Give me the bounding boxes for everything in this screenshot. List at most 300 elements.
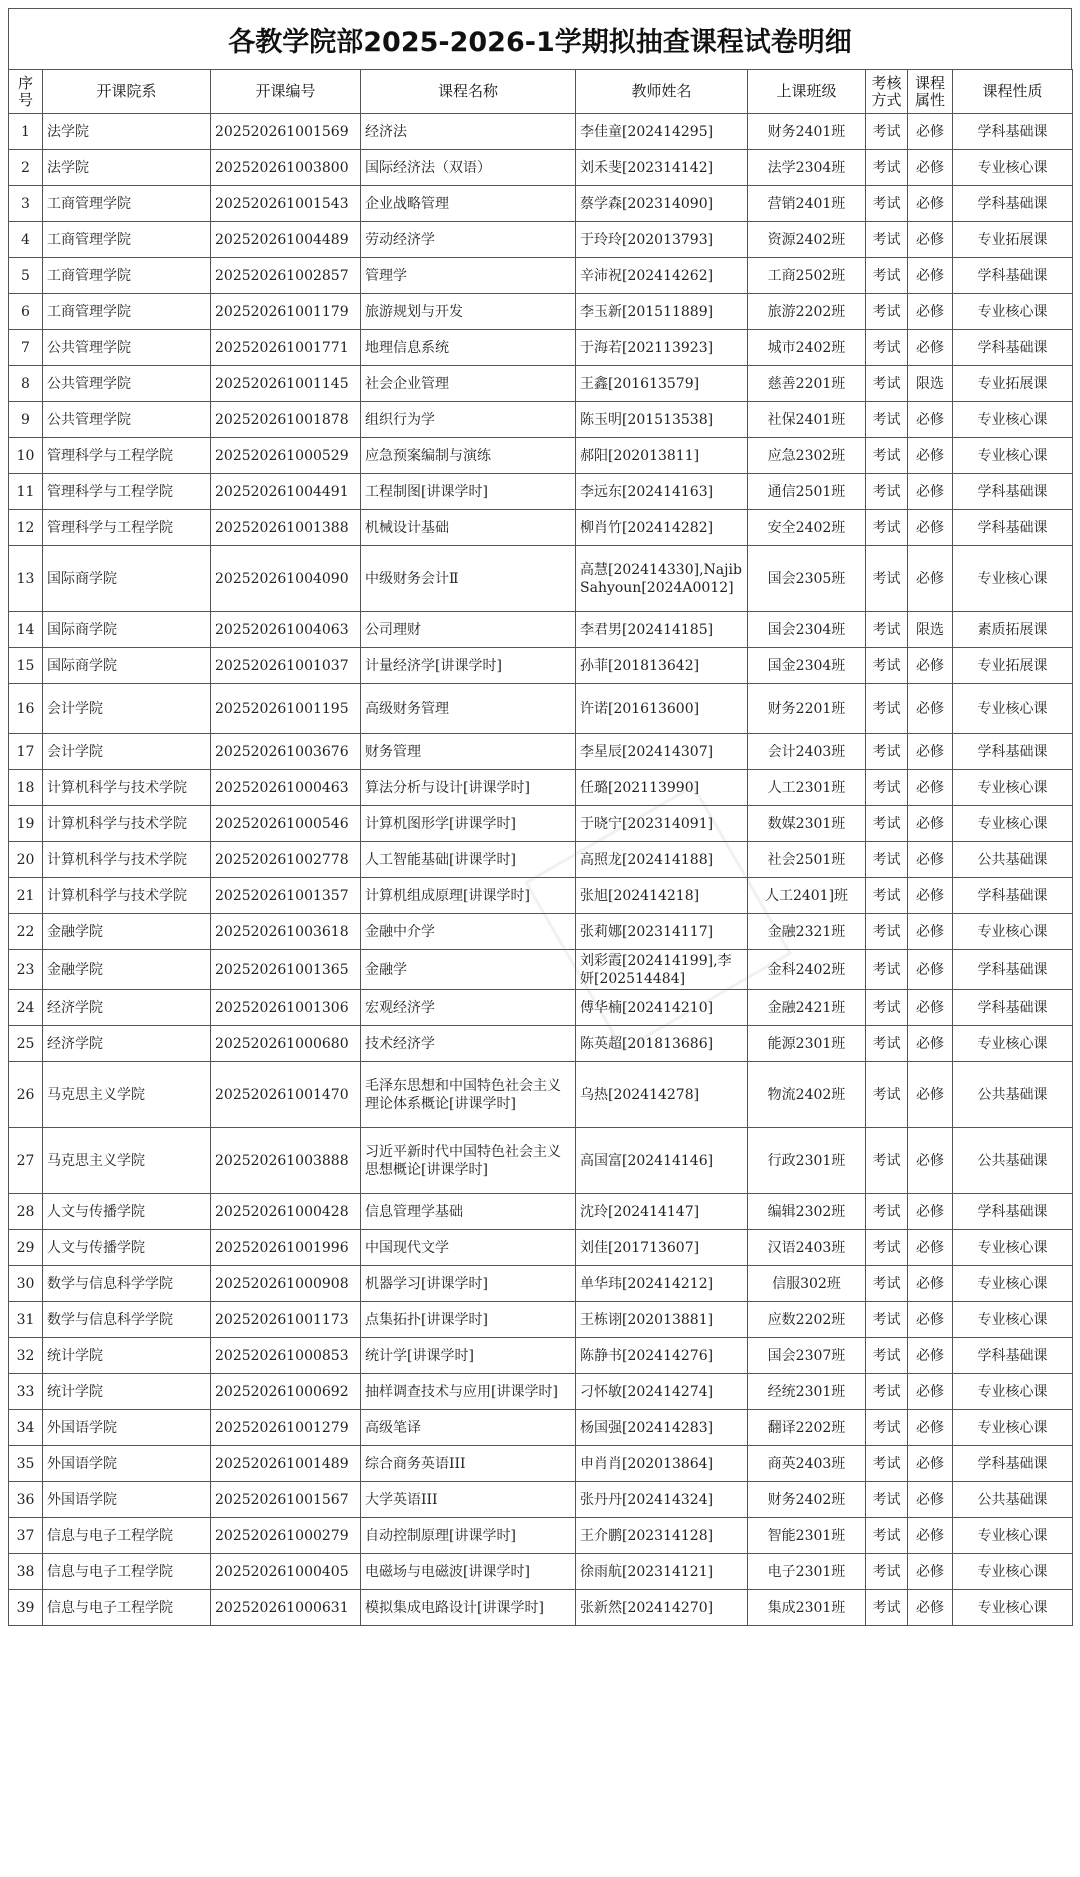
cell-nature: 学科基础课 [953, 990, 1073, 1026]
cell-course: 信息管理学基础 [361, 1194, 576, 1230]
cell-course: 公司理财 [361, 612, 576, 648]
cell-code: 202520261000279 [211, 1518, 361, 1554]
cell-college: 统计学院 [43, 1374, 211, 1410]
cell-index: 30 [9, 1266, 43, 1302]
cell-nature: 素质拓展课 [953, 612, 1073, 648]
cell-class: 数媒2301班 [748, 806, 866, 842]
table-row [9, 1266, 1073, 1302]
cell-attr: 必修 [908, 734, 953, 770]
cell-teacher: 任璐[202113990] [576, 770, 748, 806]
table-row [9, 1482, 1073, 1518]
cell-attr: 必修 [908, 150, 953, 186]
cell-course: 自动控制原理[讲课学时] [361, 1518, 576, 1554]
cell-teacher: 高慧[202414330],Najib Sahyoun[2024A0012] [576, 546, 748, 612]
table-row [9, 950, 1073, 990]
cell-college: 人文与传播学院 [43, 1230, 211, 1266]
cell-teacher: 李玉新[201511889] [576, 294, 748, 330]
cell-nature: 公共基础课 [953, 1128, 1073, 1194]
cell-attr: 必修 [908, 294, 953, 330]
cell-course: 抽样调查技术与应用[讲课学时] [361, 1374, 576, 1410]
cell-college: 管理科学与工程学院 [43, 510, 211, 546]
table-row [9, 1062, 1073, 1128]
cell-attr: 必修 [908, 1266, 953, 1302]
cell-nature: 学科基础课 [953, 510, 1073, 546]
cell-course: 社会企业管理 [361, 366, 576, 402]
cell-course: 机械设计基础 [361, 510, 576, 546]
cell-attr: 必修 [908, 1128, 953, 1194]
cell-class: 应数2202班 [748, 1302, 866, 1338]
cell-index: 34 [9, 1410, 43, 1446]
cell-code: 202520261001388 [211, 510, 361, 546]
header-college: 开课院系 [43, 70, 211, 114]
table-row [9, 842, 1073, 878]
cell-attr: 必修 [908, 510, 953, 546]
cell-exam: 考试 [866, 546, 908, 612]
cell-attr: 必修 [908, 1446, 953, 1482]
cell-nature: 公共基础课 [953, 842, 1073, 878]
cell-class: 商英2403班 [748, 1446, 866, 1482]
cell-index: 20 [9, 842, 43, 878]
table-row [9, 186, 1073, 222]
cell-course: 金融中介学 [361, 914, 576, 950]
cell-code: 202520261001771 [211, 330, 361, 366]
cell-nature: 专业核心课 [953, 770, 1073, 806]
cell-nature: 专业拓展课 [953, 366, 1073, 402]
table-row [9, 438, 1073, 474]
cell-attr: 必修 [908, 878, 953, 914]
table-row [9, 330, 1073, 366]
cell-course: 高级财务管理 [361, 684, 576, 734]
cell-teacher: 刁怀敏[202414274] [576, 1374, 748, 1410]
cell-exam: 考试 [866, 1410, 908, 1446]
cell-index: 26 [9, 1062, 43, 1128]
table-row [9, 114, 1073, 150]
cell-attr: 必修 [908, 1590, 953, 1626]
cell-teacher: 辛沛祝[202414262] [576, 258, 748, 294]
cell-nature: 专业核心课 [953, 1374, 1073, 1410]
cell-attr: 必修 [908, 546, 953, 612]
cell-index: 2 [9, 150, 43, 186]
table-row [9, 294, 1073, 330]
cell-code: 202520261001306 [211, 990, 361, 1026]
cell-nature: 专业核心课 [953, 1410, 1073, 1446]
cell-nature: 学科基础课 [953, 1446, 1073, 1482]
table-row [9, 546, 1073, 612]
cell-attr: 必修 [908, 402, 953, 438]
cell-class: 法学2304班 [748, 150, 866, 186]
cell-course: 金融学 [361, 950, 576, 990]
cell-attr: 必修 [908, 1302, 953, 1338]
table-row [9, 150, 1073, 186]
cell-code: 202520261001357 [211, 878, 361, 914]
cell-course: 统计学[讲课学时] [361, 1338, 576, 1374]
cell-exam: 考试 [866, 990, 908, 1026]
cell-nature: 专业核心课 [953, 684, 1073, 734]
cell-college: 公共管理学院 [43, 366, 211, 402]
table-row [9, 684, 1073, 734]
cell-nature: 专业核心课 [953, 1302, 1073, 1338]
cell-index: 11 [9, 474, 43, 510]
cell-nature: 专业核心课 [953, 1026, 1073, 1062]
cell-code: 202520261001279 [211, 1410, 361, 1446]
cell-nature: 专业核心课 [953, 914, 1073, 950]
cell-college: 外国语学院 [43, 1446, 211, 1482]
cell-class: 城市2402班 [748, 330, 866, 366]
cell-nature: 学科基础课 [953, 330, 1073, 366]
cell-college: 经济学院 [43, 1026, 211, 1062]
cell-nature: 学科基础课 [953, 1338, 1073, 1374]
cell-teacher: 李远东[202414163] [576, 474, 748, 510]
cell-code: 202520261000546 [211, 806, 361, 842]
cell-teacher: 申肖肖[202013864] [576, 1446, 748, 1482]
cell-exam: 考试 [866, 1302, 908, 1338]
cell-nature: 专业核心课 [953, 438, 1073, 474]
cell-class: 社会2501班 [748, 842, 866, 878]
table-row [9, 402, 1073, 438]
cell-teacher: 柳肖竹[202414282] [576, 510, 748, 546]
cell-teacher: 张旭[202414218] [576, 878, 748, 914]
cell-code: 202520261001173 [211, 1302, 361, 1338]
table-row [9, 1554, 1073, 1590]
cell-exam: 考试 [866, 330, 908, 366]
cell-nature: 专业核心课 [953, 402, 1073, 438]
cell-attr: 必修 [908, 648, 953, 684]
cell-course: 点集拓扑[讲课学时] [361, 1302, 576, 1338]
cell-code: 202520261002778 [211, 842, 361, 878]
table-row [9, 1590, 1073, 1626]
cell-class: 财务2401班 [748, 114, 866, 150]
table-row [9, 914, 1073, 950]
cell-teacher: 王介鹏[202314128] [576, 1518, 748, 1554]
cell-index: 9 [9, 402, 43, 438]
table-row [9, 222, 1073, 258]
cell-class: 国会2305班 [748, 546, 866, 612]
cell-exam: 考试 [866, 1590, 908, 1626]
cell-course: 计算机组成原理[讲课学时] [361, 878, 576, 914]
cell-college: 马克思主义学院 [43, 1128, 211, 1194]
cell-attr: 必修 [908, 330, 953, 366]
table-row [9, 1026, 1073, 1062]
cell-course: 经济法 [361, 114, 576, 150]
cell-college: 统计学院 [43, 1338, 211, 1374]
cell-class: 汉语2403班 [748, 1230, 866, 1266]
cell-code: 202520261004090 [211, 546, 361, 612]
cell-code: 202520261003618 [211, 914, 361, 950]
table-row [9, 1518, 1073, 1554]
cell-college: 计算机科学与技术学院 [43, 842, 211, 878]
cell-nature: 学科基础课 [953, 734, 1073, 770]
table-row [9, 366, 1073, 402]
cell-attr: 必修 [908, 1026, 953, 1062]
cell-index: 24 [9, 990, 43, 1026]
header-code: 开课编号 [211, 70, 361, 114]
cell-exam: 考试 [866, 1338, 908, 1374]
cell-exam: 考试 [866, 438, 908, 474]
cell-nature: 学科基础课 [953, 186, 1073, 222]
cell-college: 会计学院 [43, 734, 211, 770]
cell-code: 202520261001567 [211, 1482, 361, 1518]
cell-exam: 考试 [866, 1554, 908, 1590]
cell-exam: 考试 [866, 474, 908, 510]
cell-attr: 必修 [908, 842, 953, 878]
cell-index: 22 [9, 914, 43, 950]
cell-nature: 公共基础课 [953, 1062, 1073, 1128]
cell-index: 13 [9, 546, 43, 612]
cell-exam: 考试 [866, 1062, 908, 1128]
cell-index: 38 [9, 1554, 43, 1590]
cell-teacher: 刘佳[201713607] [576, 1230, 748, 1266]
cell-teacher: 李佳童[202414295] [576, 114, 748, 150]
cell-college: 管理科学与工程学院 [43, 438, 211, 474]
cell-teacher: 王栋诩[202013881] [576, 1302, 748, 1338]
cell-class: 金科2402班 [748, 950, 866, 990]
cell-code: 202520261001179 [211, 294, 361, 330]
cell-code: 202520261001996 [211, 1230, 361, 1266]
cell-index: 27 [9, 1128, 43, 1194]
cell-exam: 考试 [866, 684, 908, 734]
header-nature: 课程性质 [953, 70, 1073, 114]
cell-class: 行政2301班 [748, 1128, 866, 1194]
cell-class: 电子2301班 [748, 1554, 866, 1590]
cell-class: 物流2402班 [748, 1062, 866, 1128]
cell-exam: 考试 [866, 150, 908, 186]
cell-index: 12 [9, 510, 43, 546]
cell-exam: 考试 [866, 612, 908, 648]
cell-attr: 必修 [908, 684, 953, 734]
cell-attr: 必修 [908, 474, 953, 510]
table-row [9, 648, 1073, 684]
cell-attr: 必修 [908, 114, 953, 150]
cell-attr: 必修 [908, 1410, 953, 1446]
cell-nature: 公共基础课 [953, 1482, 1073, 1518]
cell-attr: 必修 [908, 1518, 953, 1554]
cell-nature: 专业核心课 [953, 1266, 1073, 1302]
cell-class: 智能2301班 [748, 1518, 866, 1554]
cell-class: 营销2401班 [748, 186, 866, 222]
cell-teacher: 陈英超[201813686] [576, 1026, 748, 1062]
cell-nature: 专业核心课 [953, 294, 1073, 330]
cell-class: 国金2304班 [748, 648, 866, 684]
cell-exam: 考试 [866, 1374, 908, 1410]
cell-code: 202520261003888 [211, 1128, 361, 1194]
cell-code: 202520261001145 [211, 366, 361, 402]
cell-course: 计算机图形学[讲课学时] [361, 806, 576, 842]
table-row [9, 1446, 1073, 1482]
table-row [9, 1230, 1073, 1266]
cell-course: 机器学习[讲课学时] [361, 1266, 576, 1302]
cell-teacher: 杨国强[202414283] [576, 1410, 748, 1446]
table-row [9, 1128, 1073, 1194]
cell-course: 国际经济法（双语） [361, 150, 576, 186]
header-exam: 考核方式 [866, 70, 908, 114]
cell-code: 202520261001489 [211, 1446, 361, 1482]
cell-code: 202520261000908 [211, 1266, 361, 1302]
cell-index: 31 [9, 1302, 43, 1338]
cell-index: 17 [9, 734, 43, 770]
cell-index: 19 [9, 806, 43, 842]
cell-course: 人工智能基础[讲课学时] [361, 842, 576, 878]
cell-teacher: 于晓宁[202314091] [576, 806, 748, 842]
cell-nature: 专业核心课 [953, 1518, 1073, 1554]
cell-nature: 专业核心课 [953, 546, 1073, 612]
cell-code: 202520261000405 [211, 1554, 361, 1590]
cell-index: 37 [9, 1518, 43, 1554]
cell-exam: 考试 [866, 1518, 908, 1554]
cell-class: 社保2401班 [748, 402, 866, 438]
cell-exam: 考试 [866, 1446, 908, 1482]
table-row [9, 474, 1073, 510]
cell-index: 1 [9, 114, 43, 150]
cell-index: 28 [9, 1194, 43, 1230]
cell-teacher: 陈玉明[201513538] [576, 402, 748, 438]
cell-college: 国际商学院 [43, 612, 211, 648]
cell-code: 202520261001543 [211, 186, 361, 222]
cell-college: 管理科学与工程学院 [43, 474, 211, 510]
sheet-title: 各教学院部2025-2026-1学期拟抽查课程试卷明细 [8, 8, 1072, 69]
cell-exam: 考试 [866, 1266, 908, 1302]
cell-attr: 必修 [908, 770, 953, 806]
cell-teacher: 陈静书[202414276] [576, 1338, 748, 1374]
cell-attr: 必修 [908, 1230, 953, 1266]
spreadsheet [8, 8, 1072, 1626]
cell-college: 经济学院 [43, 990, 211, 1026]
cell-code: 202520261001365 [211, 950, 361, 990]
header-row [9, 70, 1073, 114]
cell-college: 计算机科学与技术学院 [43, 806, 211, 842]
cell-class: 人工2401]班 [748, 878, 866, 914]
cell-class: 财务2402班 [748, 1482, 866, 1518]
cell-attr: 必修 [908, 1338, 953, 1374]
cell-nature: 学科基础课 [953, 1194, 1073, 1230]
cell-teacher: 蔡学森[202314090] [576, 186, 748, 222]
cell-teacher: 沈玲[202414147] [576, 1194, 748, 1230]
cell-teacher: 于玲玲[202013793] [576, 222, 748, 258]
cell-college: 信息与电子工程学院 [43, 1554, 211, 1590]
cell-nature: 专业核心课 [953, 806, 1073, 842]
cell-nature: 专业核心课 [953, 150, 1073, 186]
cell-class: 安全2402班 [748, 510, 866, 546]
cell-course: 中国现代文学 [361, 1230, 576, 1266]
table-row [9, 1338, 1073, 1374]
cell-college: 人文与传播学院 [43, 1194, 211, 1230]
cell-college: 数学与信息科学学院 [43, 1266, 211, 1302]
table-row [9, 878, 1073, 914]
cell-college: 金融学院 [43, 950, 211, 990]
cell-attr: 必修 [908, 258, 953, 294]
cell-nature: 学科基础课 [953, 114, 1073, 150]
cell-class: 金融2321班 [748, 914, 866, 950]
cell-exam: 考试 [866, 186, 908, 222]
cell-index: 23 [9, 950, 43, 990]
cell-exam: 考试 [866, 914, 908, 950]
cell-index: 25 [9, 1026, 43, 1062]
cell-course: 习近平新时代中国特色社会主义思想概论[讲课学时] [361, 1128, 576, 1194]
cell-teacher: 高国富[202414146] [576, 1128, 748, 1194]
cell-attr: 限选 [908, 612, 953, 648]
cell-class: 信服302班 [748, 1266, 866, 1302]
cell-college: 外国语学院 [43, 1410, 211, 1446]
cell-attr: 必修 [908, 806, 953, 842]
cell-college: 信息与电子工程学院 [43, 1590, 211, 1626]
cell-index: 8 [9, 366, 43, 402]
cell-course: 电磁场与电磁波[讲课学时] [361, 1554, 576, 1590]
table-row [9, 770, 1073, 806]
cell-teacher: 刘禾斐[202314142] [576, 150, 748, 186]
cell-teacher: 傅华楠[202414210] [576, 990, 748, 1026]
cell-code: 202520261001569 [211, 114, 361, 150]
cell-college: 数学与信息科学学院 [43, 1302, 211, 1338]
cell-attr: 必修 [908, 222, 953, 258]
cell-class: 旅游2202班 [748, 294, 866, 330]
cell-college: 工商管理学院 [43, 222, 211, 258]
cell-class: 资源2402班 [748, 222, 866, 258]
cell-index: 10 [9, 438, 43, 474]
cell-exam: 考试 [866, 294, 908, 330]
cell-attr: 必修 [908, 1554, 953, 1590]
cell-teacher: 张莉娜[202314117] [576, 914, 748, 950]
cell-index: 3 [9, 186, 43, 222]
cell-course: 劳动经济学 [361, 222, 576, 258]
cell-exam: 考试 [866, 1026, 908, 1062]
cell-teacher: 张丹丹[202414324] [576, 1482, 748, 1518]
cell-college: 工商管理学院 [43, 258, 211, 294]
cell-teacher: 张新然[202414270] [576, 1590, 748, 1626]
cell-class: 慈善2201班 [748, 366, 866, 402]
cell-exam: 考试 [866, 950, 908, 990]
cell-class: 国会2304班 [748, 612, 866, 648]
cell-teacher: 刘彩霞[202414199],李妍[202514484] [576, 950, 748, 990]
cell-exam: 考试 [866, 806, 908, 842]
table-row [9, 1302, 1073, 1338]
cell-code: 202520261001037 [211, 648, 361, 684]
cell-index: 4 [9, 222, 43, 258]
cell-exam: 考试 [866, 734, 908, 770]
cell-index: 18 [9, 770, 43, 806]
cell-index: 6 [9, 294, 43, 330]
cell-class: 应急2302班 [748, 438, 866, 474]
cell-attr: 必修 [908, 914, 953, 950]
cell-nature: 专业核心课 [953, 1590, 1073, 1626]
cell-attr: 必修 [908, 950, 953, 990]
cell-class: 人工2301班 [748, 770, 866, 806]
cell-teacher: 徐雨航[202314121] [576, 1554, 748, 1590]
cell-course: 应急预案编制与演练 [361, 438, 576, 474]
cell-teacher: 孙菲[201813642] [576, 648, 748, 684]
cell-code: 202520261003676 [211, 734, 361, 770]
cell-college: 公共管理学院 [43, 402, 211, 438]
cell-index: 21 [9, 878, 43, 914]
cell-nature: 学科基础课 [953, 258, 1073, 294]
cell-nature: 学科基础课 [953, 878, 1073, 914]
cell-nature: 专业核心课 [953, 1230, 1073, 1266]
cell-class: 财务2201班 [748, 684, 866, 734]
cell-index: 32 [9, 1338, 43, 1374]
table-row [9, 1410, 1073, 1446]
cell-course: 算法分析与设计[讲课学时] [361, 770, 576, 806]
cell-exam: 考试 [866, 648, 908, 684]
cell-code: 202520261000631 [211, 1590, 361, 1626]
cell-nature: 专业拓展课 [953, 648, 1073, 684]
cell-class: 国会2307班 [748, 1338, 866, 1374]
cell-nature: 专业核心课 [953, 1554, 1073, 1590]
cell-code: 202520261001470 [211, 1062, 361, 1128]
header-teacher: 教师姓名 [576, 70, 748, 114]
cell-class: 通信2501班 [748, 474, 866, 510]
cell-exam: 考试 [866, 1128, 908, 1194]
cell-exam: 考试 [866, 842, 908, 878]
cell-college: 公共管理学院 [43, 330, 211, 366]
cell-nature: 专业拓展课 [953, 222, 1073, 258]
